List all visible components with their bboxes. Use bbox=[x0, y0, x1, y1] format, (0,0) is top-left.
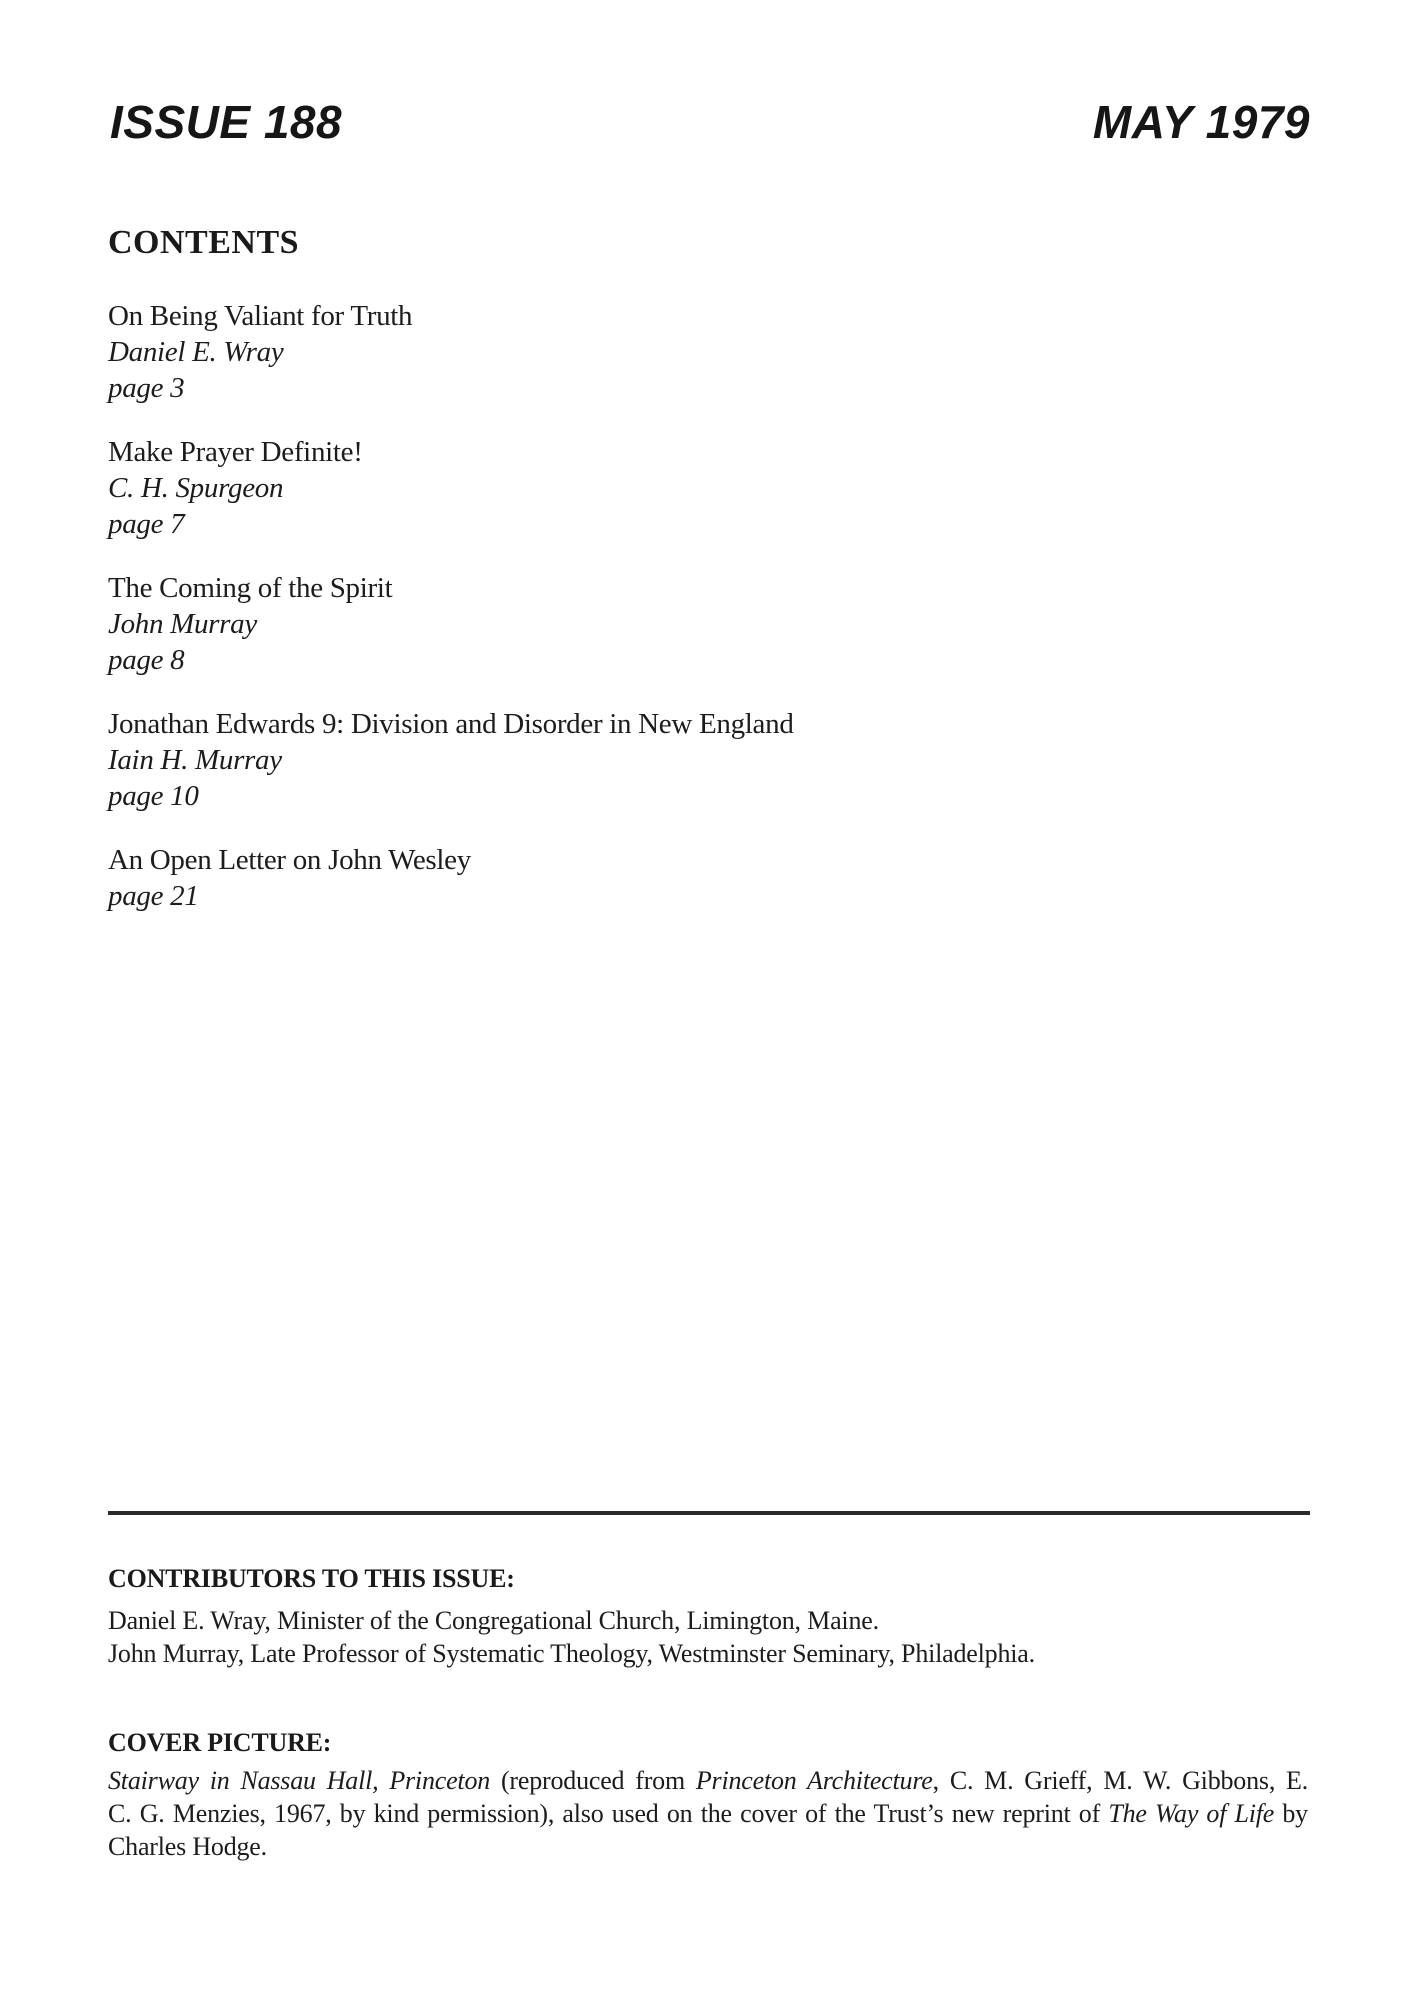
page-header bbox=[110, 95, 1310, 150]
article-title: Make Prayer Definite! bbox=[108, 436, 363, 468]
contributors-heading: CONTRIBUTORS TO THIS ISSUE: bbox=[108, 1564, 515, 1593]
contributor-line: Daniel E. Wray, Minister of the Congregational Church, Limington, Maine. bbox=[108, 1606, 879, 1635]
article-title: On Being Valiant for Truth bbox=[108, 300, 413, 332]
article-page-ref: page 3 bbox=[108, 372, 185, 404]
contents-entry bbox=[108, 706, 1310, 814]
contributor-line: John Murray, Late Professor of Systematic Theology, Westminster Seminary, Philadelphia. bbox=[108, 1639, 1035, 1668]
article-page-ref: page 8 bbox=[108, 644, 185, 676]
contributors-section bbox=[108, 1604, 1310, 1670]
article-title: The Coming of the Spirit bbox=[108, 572, 393, 604]
article-title: Jonathan Edwards 9: Division and Disorder in New England bbox=[108, 708, 794, 740]
contents-heading: CONTENTS bbox=[108, 224, 300, 261]
contents-entry bbox=[108, 570, 1310, 678]
article-author: John Murray bbox=[108, 608, 257, 640]
issue-date: MAY 1979 bbox=[1092, 96, 1310, 148]
article-page-ref: page 7 bbox=[108, 508, 185, 540]
cover-picture-text-line: Stairway in Nassau Hall, Princeton (reproduced from Princeton Architecture, C. M. Grieff, M. W. Gibbons, E. bbox=[108, 1766, 1308, 1795]
contents-entry bbox=[108, 298, 1310, 406]
cover-picture-text-line: C. G. Menzies, 1967, by kind permission), also used on the cover of the Trust’s new reprint of The Way of Life by bbox=[108, 1799, 1308, 1828]
article-author: C. H. Spurgeon bbox=[108, 472, 284, 504]
contents-entry bbox=[108, 434, 1310, 542]
article-author: Daniel E. Wray bbox=[108, 336, 284, 368]
article-title: An Open Letter on John Wesley bbox=[108, 844, 471, 876]
cover-picture-section bbox=[108, 1764, 1308, 1863]
cover-picture-text-line: Charles Hodge. bbox=[108, 1832, 267, 1861]
issue-number: ISSUE 188 bbox=[110, 96, 343, 148]
divider-rule bbox=[108, 1511, 1310, 1515]
article-page-ref: page 10 bbox=[108, 780, 199, 812]
article-page-ref: page 21 bbox=[108, 880, 199, 912]
article-author: Iain H. Murray bbox=[108, 744, 282, 776]
contents-entry bbox=[108, 842, 1310, 914]
cover-picture-heading: COVER PICTURE: bbox=[108, 1728, 332, 1757]
contents-list bbox=[108, 298, 1310, 942]
